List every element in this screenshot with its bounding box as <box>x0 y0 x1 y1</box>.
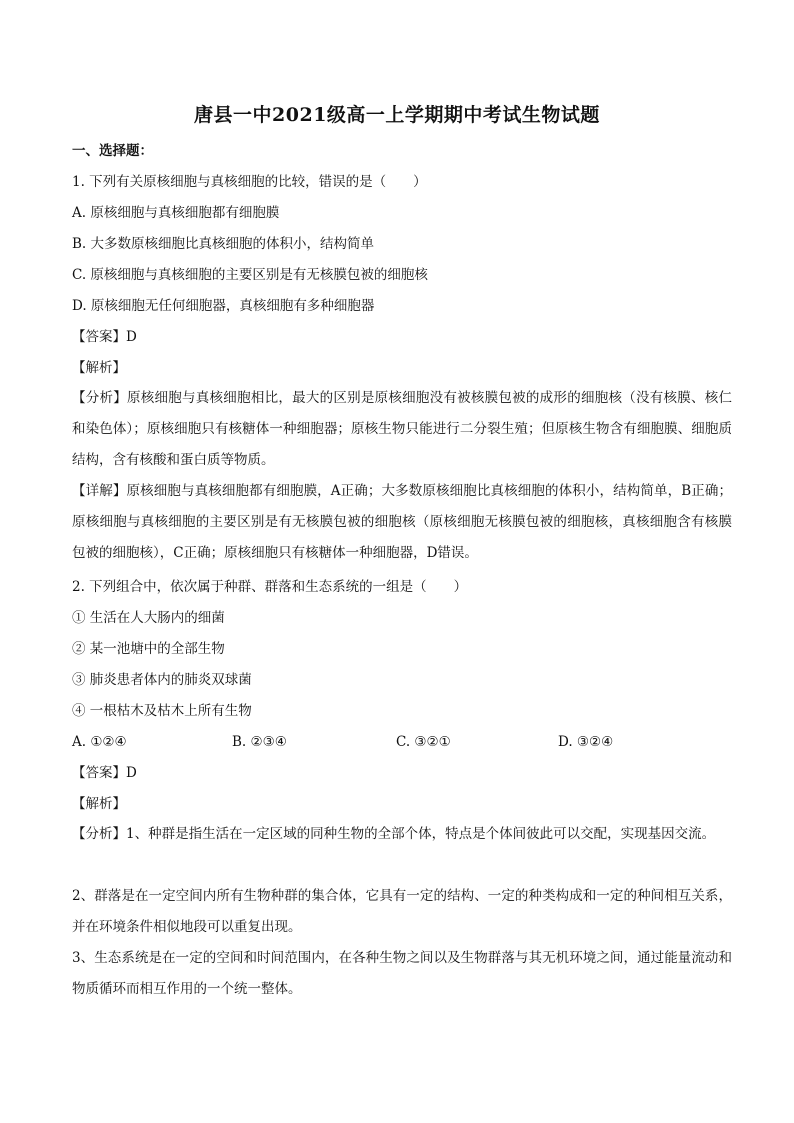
q1-option-d: D. 原核细胞无任何细胞器，真核细胞有多种细胞器 <box>72 298 375 314</box>
page-title: 唐县一中2021级高一上学期期中考试生物试题 <box>194 104 600 126</box>
q2-point-ecosystem: 3、生态系统是在一定的空间和时间范围内，在各种生物之间以及生物群落与其无机环境之间，通过能量流动和物质循环而相互作用的一个统一整体。 <box>72 950 732 997</box>
section-heading: 一、选择题： <box>72 143 153 159</box>
q1-stem: 1. 下列有关原核细胞与真核细胞的比较，错误的是（ ） <box>72 174 427 190</box>
q1-option-c: C. 原核细胞与真核细胞的主要区别是有无核膜包被的细胞核 <box>72 267 428 283</box>
q2-option-b: B. ②③④ <box>232 734 287 750</box>
q1-answer: 【答案】D <box>72 329 137 345</box>
q2-analysis-label: 【解析】 <box>72 796 126 812</box>
q2-option-d: D. ③②④ <box>558 734 614 750</box>
q2-item-1: ① 生活在人大肠内的细菌 <box>72 610 225 626</box>
q2-options-row <box>72 732 732 752</box>
q1-option-b: B. 大多数原核细胞比真核细胞的体积小，结构简单 <box>72 236 375 252</box>
q2-item-4: ④ 一根枯木及枯木上所有生物 <box>72 703 252 719</box>
q1-analysis-label: 【解析】 <box>72 360 126 376</box>
q2-item-3: ③ 肺炎患者体内的肺炎双球菌 <box>72 672 252 688</box>
q2-analysis-fenxi: 【分析】1、种群是指生活在一定区域的同种生物的全部个体，特点是个体间彼此可以交配，实现基因交流。 <box>72 826 716 842</box>
q2-item-2: ② 某一池塘中的全部生物 <box>72 641 225 657</box>
q1-option-a: A. 原核细胞与真核细胞都有细胞膜 <box>72 205 280 221</box>
q2-option-c: C. ③②① <box>396 734 451 750</box>
q1-detailed-explanation: 【详解】原核细胞与真核细胞都有细胞膜，A正确；大多数原核细胞比真核细胞的体积小，结构简单，B正确；原核细胞与真核细胞的主要区别是有无核膜包被的细胞核（原核细胞无核膜包被的细胞核，真核细胞含有核膜包被的细胞核），C正确；原核细胞只有核糖体一种细胞器，D错误。 <box>72 483 732 561</box>
q2-option-a: A. ①②④ <box>72 734 127 750</box>
q1-analysis-fenxi: 【分析】原核细胞与真核细胞相比，最大的区别是原核细胞没有被核膜包被的成形的细胞核（没有核膜、核仁和染色体）；原核细胞只有核糖体一种细胞器；原核生物只能进行二分裂生殖；但原核生物含有细胞膜、细胞质结构，含有核酸和蛋白质等物质。 <box>72 390 732 468</box>
q2-answer: 【答案】D <box>72 765 137 781</box>
q2-stem: 2. 下列组合中，依次属于种群、群落和生态系统的一组是（ ） <box>72 579 468 595</box>
q2-point-community: 2、群落是在一定空间内所有生物种群的集合体，它具有一定的结构、一定的种类构成和一定的种间相互关系，并在环境条件相似地段可以重复出现。 <box>72 888 732 935</box>
